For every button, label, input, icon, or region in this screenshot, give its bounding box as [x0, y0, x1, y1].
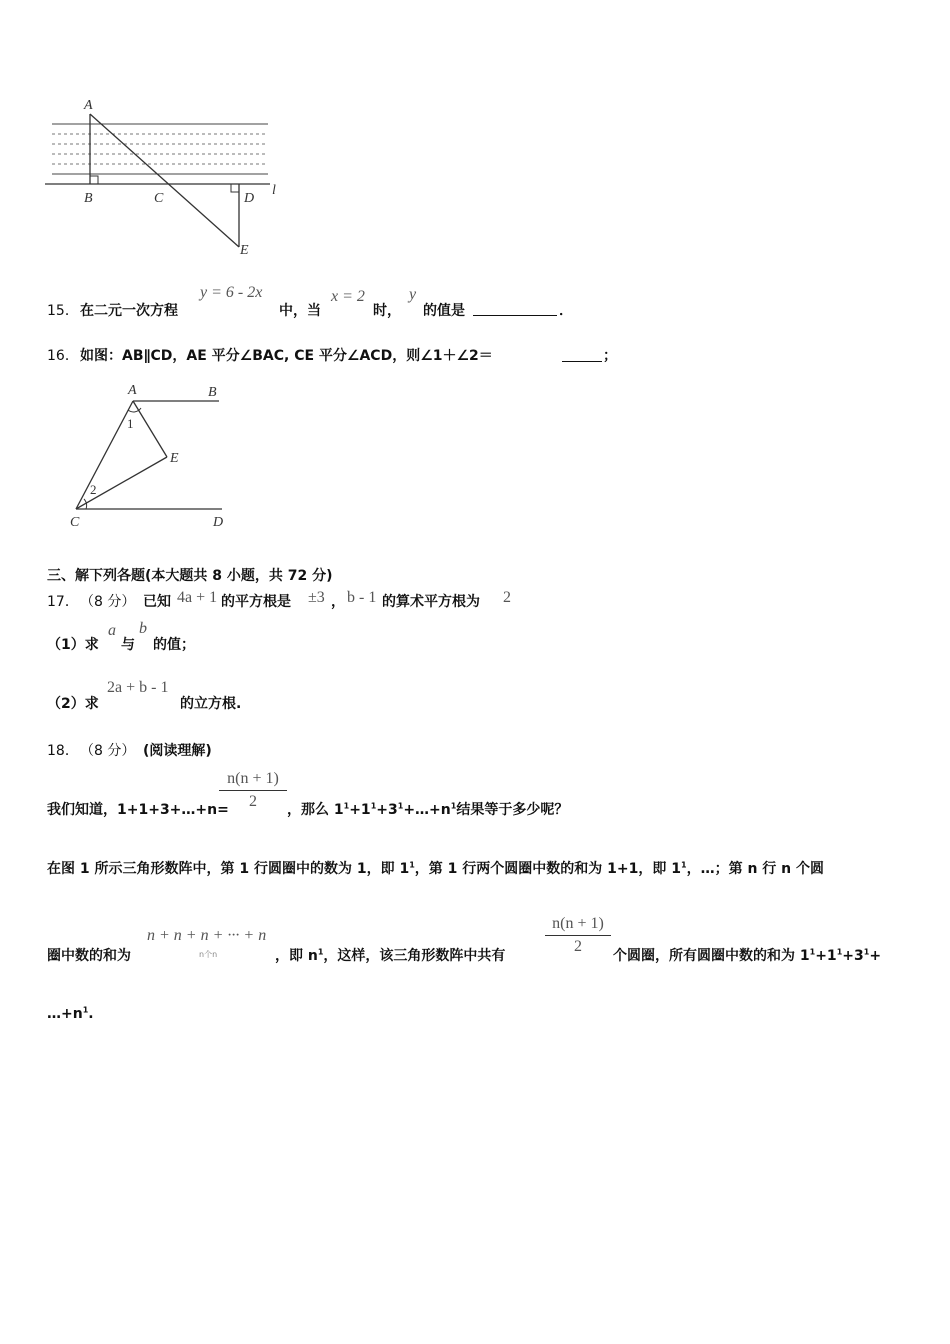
right-angle-mark-d: [231, 184, 239, 192]
label-b: B: [208, 385, 217, 400]
q18-line-1-text-b: ，那么 1: [287, 802, 344, 818]
q17-expr-2: b - 1: [347, 589, 377, 606]
section-3-title: 三、解下列各题(本大题共 8 小题，共 72 分): [47, 568, 333, 584]
label-c: C: [154, 191, 164, 206]
question-15: [47, 284, 927, 320]
q17-part-2-expr: 2a + b - 1: [107, 679, 169, 696]
q18-line-2-text-c: ，…；第 n 行 n 个圆: [686, 861, 825, 877]
label-e: E: [170, 451, 179, 466]
superscript: 1: [836, 947, 843, 957]
q15-text-5: ．: [559, 303, 573, 319]
superscript: 1: [82, 1005, 89, 1015]
q18-line-1-text-f: 结果等于多少呢？: [456, 802, 569, 818]
q17-plus-minus: ±3: [308, 589, 325, 606]
q17-var-b: b: [139, 620, 147, 637]
q18-line-3-text-c: ，这样，该三角形数阵中共有: [323, 948, 506, 964]
superscript: 1: [409, 860, 415, 870]
q16-number: 16．: [47, 348, 79, 364]
q17-var-a: a: [108, 622, 116, 639]
q17-part-2-label: （2）求: [47, 696, 99, 712]
figure-parallel-triangle: [62, 378, 242, 534]
q16-answer-blank[interactable]: [562, 345, 602, 362]
sum-expression: n + n + n + ··· + n: [147, 927, 267, 944]
q18-line-4-end: .: [88, 1006, 94, 1022]
superscript: 1: [370, 801, 377, 811]
fraction-bar: [219, 790, 287, 791]
q18-line-4-text: …+n: [47, 1006, 83, 1022]
q17-part-1: [47, 618, 347, 652]
q15-equation: y = 6 - 2x: [200, 284, 263, 301]
fraction-n-n-plus-1-over-2: [219, 770, 287, 811]
label-b: B: [84, 191, 93, 206]
q18-line-3-end: [613, 945, 881, 965]
q18-line-3: [47, 915, 927, 969]
superscript: 1: [317, 947, 324, 957]
q17-part-1-end: 的值；: [153, 637, 195, 653]
q18-line-1: [47, 770, 927, 824]
label-a: A: [84, 98, 93, 113]
label-c: C: [70, 515, 80, 530]
segment-ae: [133, 401, 167, 457]
fraction-bar: [545, 935, 611, 936]
q18-line-3-text-g: +: [869, 948, 882, 964]
superscript: 1: [863, 947, 870, 957]
fraction-numerator: n(n + 1): [552, 915, 604, 932]
question-17: [47, 586, 927, 610]
q17-text-2: 的平方根是: [221, 594, 291, 610]
label-d: D: [244, 191, 255, 206]
fraction-numerator: n(n + 1): [227, 770, 279, 787]
q17-text-1: 已知: [143, 594, 171, 610]
superscript: 1: [681, 860, 687, 870]
q16-text: 如图：AB∥CD，AE 平分∠BAC, CE 平分∠ACD，则∠1＋∠2＝: [80, 348, 493, 364]
q18-line-2: [47, 858, 927, 878]
q17-part-2-end: 的立方根.: [180, 696, 242, 712]
q18-line-3-text-a: 圈中数的和为: [47, 948, 131, 964]
q18-line-3-mid: [275, 945, 505, 965]
superscript: 1: [450, 801, 457, 811]
q17-part-1-label: （1）求: [47, 637, 99, 653]
superscript: 1: [809, 947, 816, 957]
q15-number: 15．: [47, 303, 79, 319]
q15-text-4: 的值是: [423, 303, 465, 319]
q17-number: 17．: [47, 594, 79, 610]
q17-part-2: [47, 677, 347, 711]
label-d: D: [213, 515, 224, 530]
right-angle-mark-b: [90, 176, 98, 184]
q18-line-1-text-d: +3: [376, 802, 398, 818]
q18-number: 18．: [47, 743, 79, 759]
q18-line-3-text-f: +3: [842, 948, 864, 964]
q18-tag: (阅读理解): [143, 743, 212, 759]
question-16: [47, 345, 927, 365]
q18-line-1-text-e: +…+n: [403, 802, 451, 818]
q15-text-3: 时，: [373, 303, 401, 319]
label-angle-2: 2: [90, 482, 97, 497]
q17-score: （8 分）: [80, 594, 136, 610]
q18-line-1-text-a: 我们知道，1+1+3+…+n=: [47, 802, 229, 818]
q18-line-4: [47, 1006, 94, 1022]
q18-line-2-text-a: 在图 1 所示三角形数阵中，第 1 行圆圈中的数为 1，即 1: [47, 861, 410, 877]
q18-score: （8 分）: [80, 743, 136, 759]
q17-and: 与: [121, 637, 135, 653]
figure-strip-diagram: [40, 92, 290, 262]
q18-line-3-text-e: +1: [815, 948, 837, 964]
q15-variable: y: [409, 286, 417, 303]
superscript: 1: [397, 801, 404, 811]
label-l: l: [272, 183, 276, 198]
fraction-denominator: 2: [249, 793, 257, 810]
q17-comma: ，: [331, 594, 345, 610]
label-a: A: [128, 383, 137, 398]
q18-line-3-text-b: ，即 n: [275, 948, 318, 964]
fraction-circle-count: [545, 915, 611, 956]
q15-condition: x = 2: [331, 288, 365, 305]
q18-line-1-rest: [287, 799, 568, 819]
superscript: 1: [343, 801, 350, 811]
q16-end: ；: [603, 348, 617, 364]
sum-underbrace-label: n个n: [199, 950, 218, 959]
q17-value: 2: [503, 589, 511, 606]
q18-line-2-text-b: ，第 1 行两个圆圈中数的和为 1+1，即 1: [414, 861, 681, 877]
q15-text-2: 中，当: [279, 303, 321, 319]
fraction-denominator: 2: [574, 938, 582, 955]
label-e: E: [240, 243, 249, 258]
q17-text-3: 的算术平方根为: [382, 594, 480, 610]
q17-expr-1: 4a + 1: [177, 589, 218, 606]
q15-answer-blank[interactable]: [473, 299, 557, 316]
question-18: [47, 740, 347, 760]
q15-text-1: 在二元一次方程: [80, 303, 178, 319]
q18-line-3-text-d: 个圆圈，所有圆圈中数的和为 1: [613, 948, 810, 964]
label-angle-1: 1: [127, 416, 134, 431]
q18-line-1-text-c: +1: [349, 802, 371, 818]
